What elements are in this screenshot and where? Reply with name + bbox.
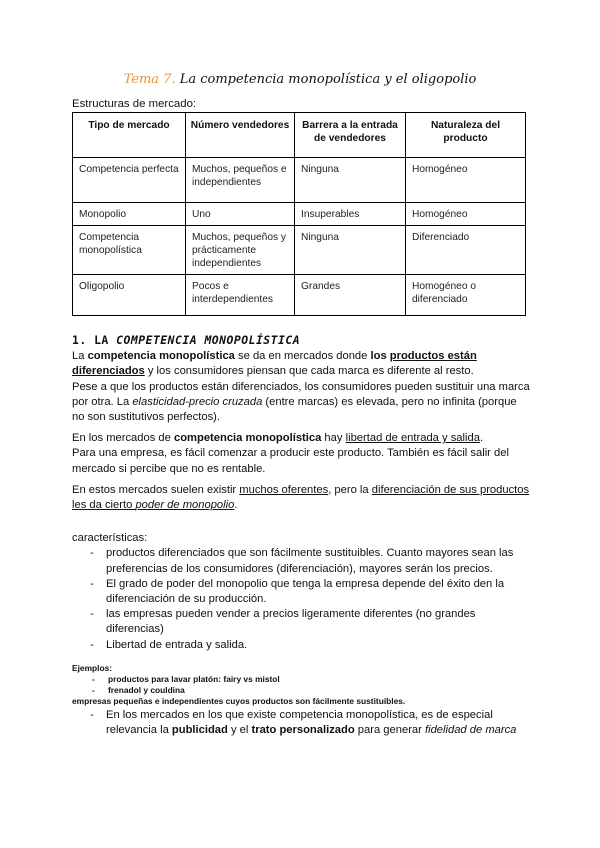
publicidad-list xyxy=(72,708,532,738)
list-item: - frenadol y couldina xyxy=(108,685,532,696)
caracteristicas-label: características: xyxy=(72,532,148,545)
title-text: La competencia monopolística y el oligopolio xyxy=(175,72,477,87)
list-item: - productos diferenciados que son fácilmente sustituibles. Cuanto mayores sean las preferencias de los consumidores (diferenciación), mayores serán los precios. xyxy=(106,546,532,576)
table-cell: Oligopolio xyxy=(73,275,186,316)
ejemplos-list xyxy=(72,674,532,696)
table-cell: Homogéneo xyxy=(406,203,526,226)
table-header: Naturaleza del producto xyxy=(406,113,526,158)
table-cell: Muchos, pequeños e independientes xyxy=(186,158,295,203)
list-item: - productos para lavar platón: fairy vs mistol xyxy=(108,674,532,685)
paragraph-definition: La competencia monopolística se da en mercados donde los productos están diferenciados y los consumidores piensan que cada marca es diferente al resto. Pese a que los productos están diferenciados, los consumidores pueden sustituir una marca por otra. La elasticidad-precio cruzada (entre marcas) es elevada, pero no infinita (porque no son sustitutivos perfectos). xyxy=(72,350,530,424)
caracteristicas-list xyxy=(72,546,532,652)
table-cell: Ninguna xyxy=(295,158,406,203)
table-header: Tipo de mercado xyxy=(73,113,186,158)
list-item: - las empresas pueden vender a precios ligeramente diferentes (no grandes diferencias) xyxy=(106,607,532,637)
table-row xyxy=(73,226,526,275)
list-item: - En los mercados en los que existe competencia monopolística, es de especial relevancia la publicidad y el trato personalizado para generar fidelidad de marca xyxy=(106,708,532,738)
paragraph-entry-exit: En los mercados de competencia monopolística hay libertad de entrada y salida. Para una empresa, es fácil comenzar a producir este producto. También es fácil salir del mercado si percibe que no es rentable. xyxy=(72,432,509,475)
table-row xyxy=(73,158,526,203)
market-structures-table xyxy=(72,112,526,316)
table-header: Número vendedores xyxy=(186,113,295,158)
paragraph-oferentes: En estos mercados suelen existir muchos oferentes, pero la diferenciación de sus productos les da cierto poder de monopolio. xyxy=(72,483,530,512)
table-cell: Grandes xyxy=(295,275,406,316)
list-item: - Libertad de entrada y salida. xyxy=(106,638,532,653)
table-cell: Insuperables xyxy=(295,203,406,226)
table-cell: Competencia perfecta xyxy=(73,158,186,203)
title-prefix: Tema 7. xyxy=(123,72,176,87)
ejemplos-note: empresas pequeñas e independientes cuyos productos son fácilmente sustituibles. xyxy=(72,696,406,707)
table-cell: Homogéneo xyxy=(406,158,526,203)
table-cell: Competencia monopolística xyxy=(73,226,186,275)
ejemplos-block xyxy=(72,663,532,708)
table-row xyxy=(73,203,526,226)
table-header-row xyxy=(73,113,526,158)
table-cell: Monopolio xyxy=(73,203,186,226)
table-cell: Uno xyxy=(186,203,295,226)
section-heading: 1. LA COMPETENCIA MONOPOLÍSTICA xyxy=(72,333,301,347)
table-cell: Ninguna xyxy=(295,226,406,275)
table-header: Barrera a la entrada de vendedores xyxy=(295,113,406,158)
ejemplos-label: Ejemplos: xyxy=(72,662,113,673)
table-row xyxy=(73,275,526,316)
page-title xyxy=(0,72,600,87)
table-label: Estructuras de mercado: xyxy=(72,98,197,110)
table-cell: Diferenciado xyxy=(406,226,526,275)
table-cell: Homogéneo o diferenciado xyxy=(406,275,526,316)
section-competencia-monopolistica xyxy=(72,333,532,748)
list-item: - El grado de poder del monopolio que tenga la empresa depende del éxito den la diferenciación de su producción. xyxy=(106,577,532,607)
table-cell: Muchos, pequeños y prácticamente independientes xyxy=(186,226,295,275)
table-cell: Pocos e interdependientes xyxy=(186,275,295,316)
